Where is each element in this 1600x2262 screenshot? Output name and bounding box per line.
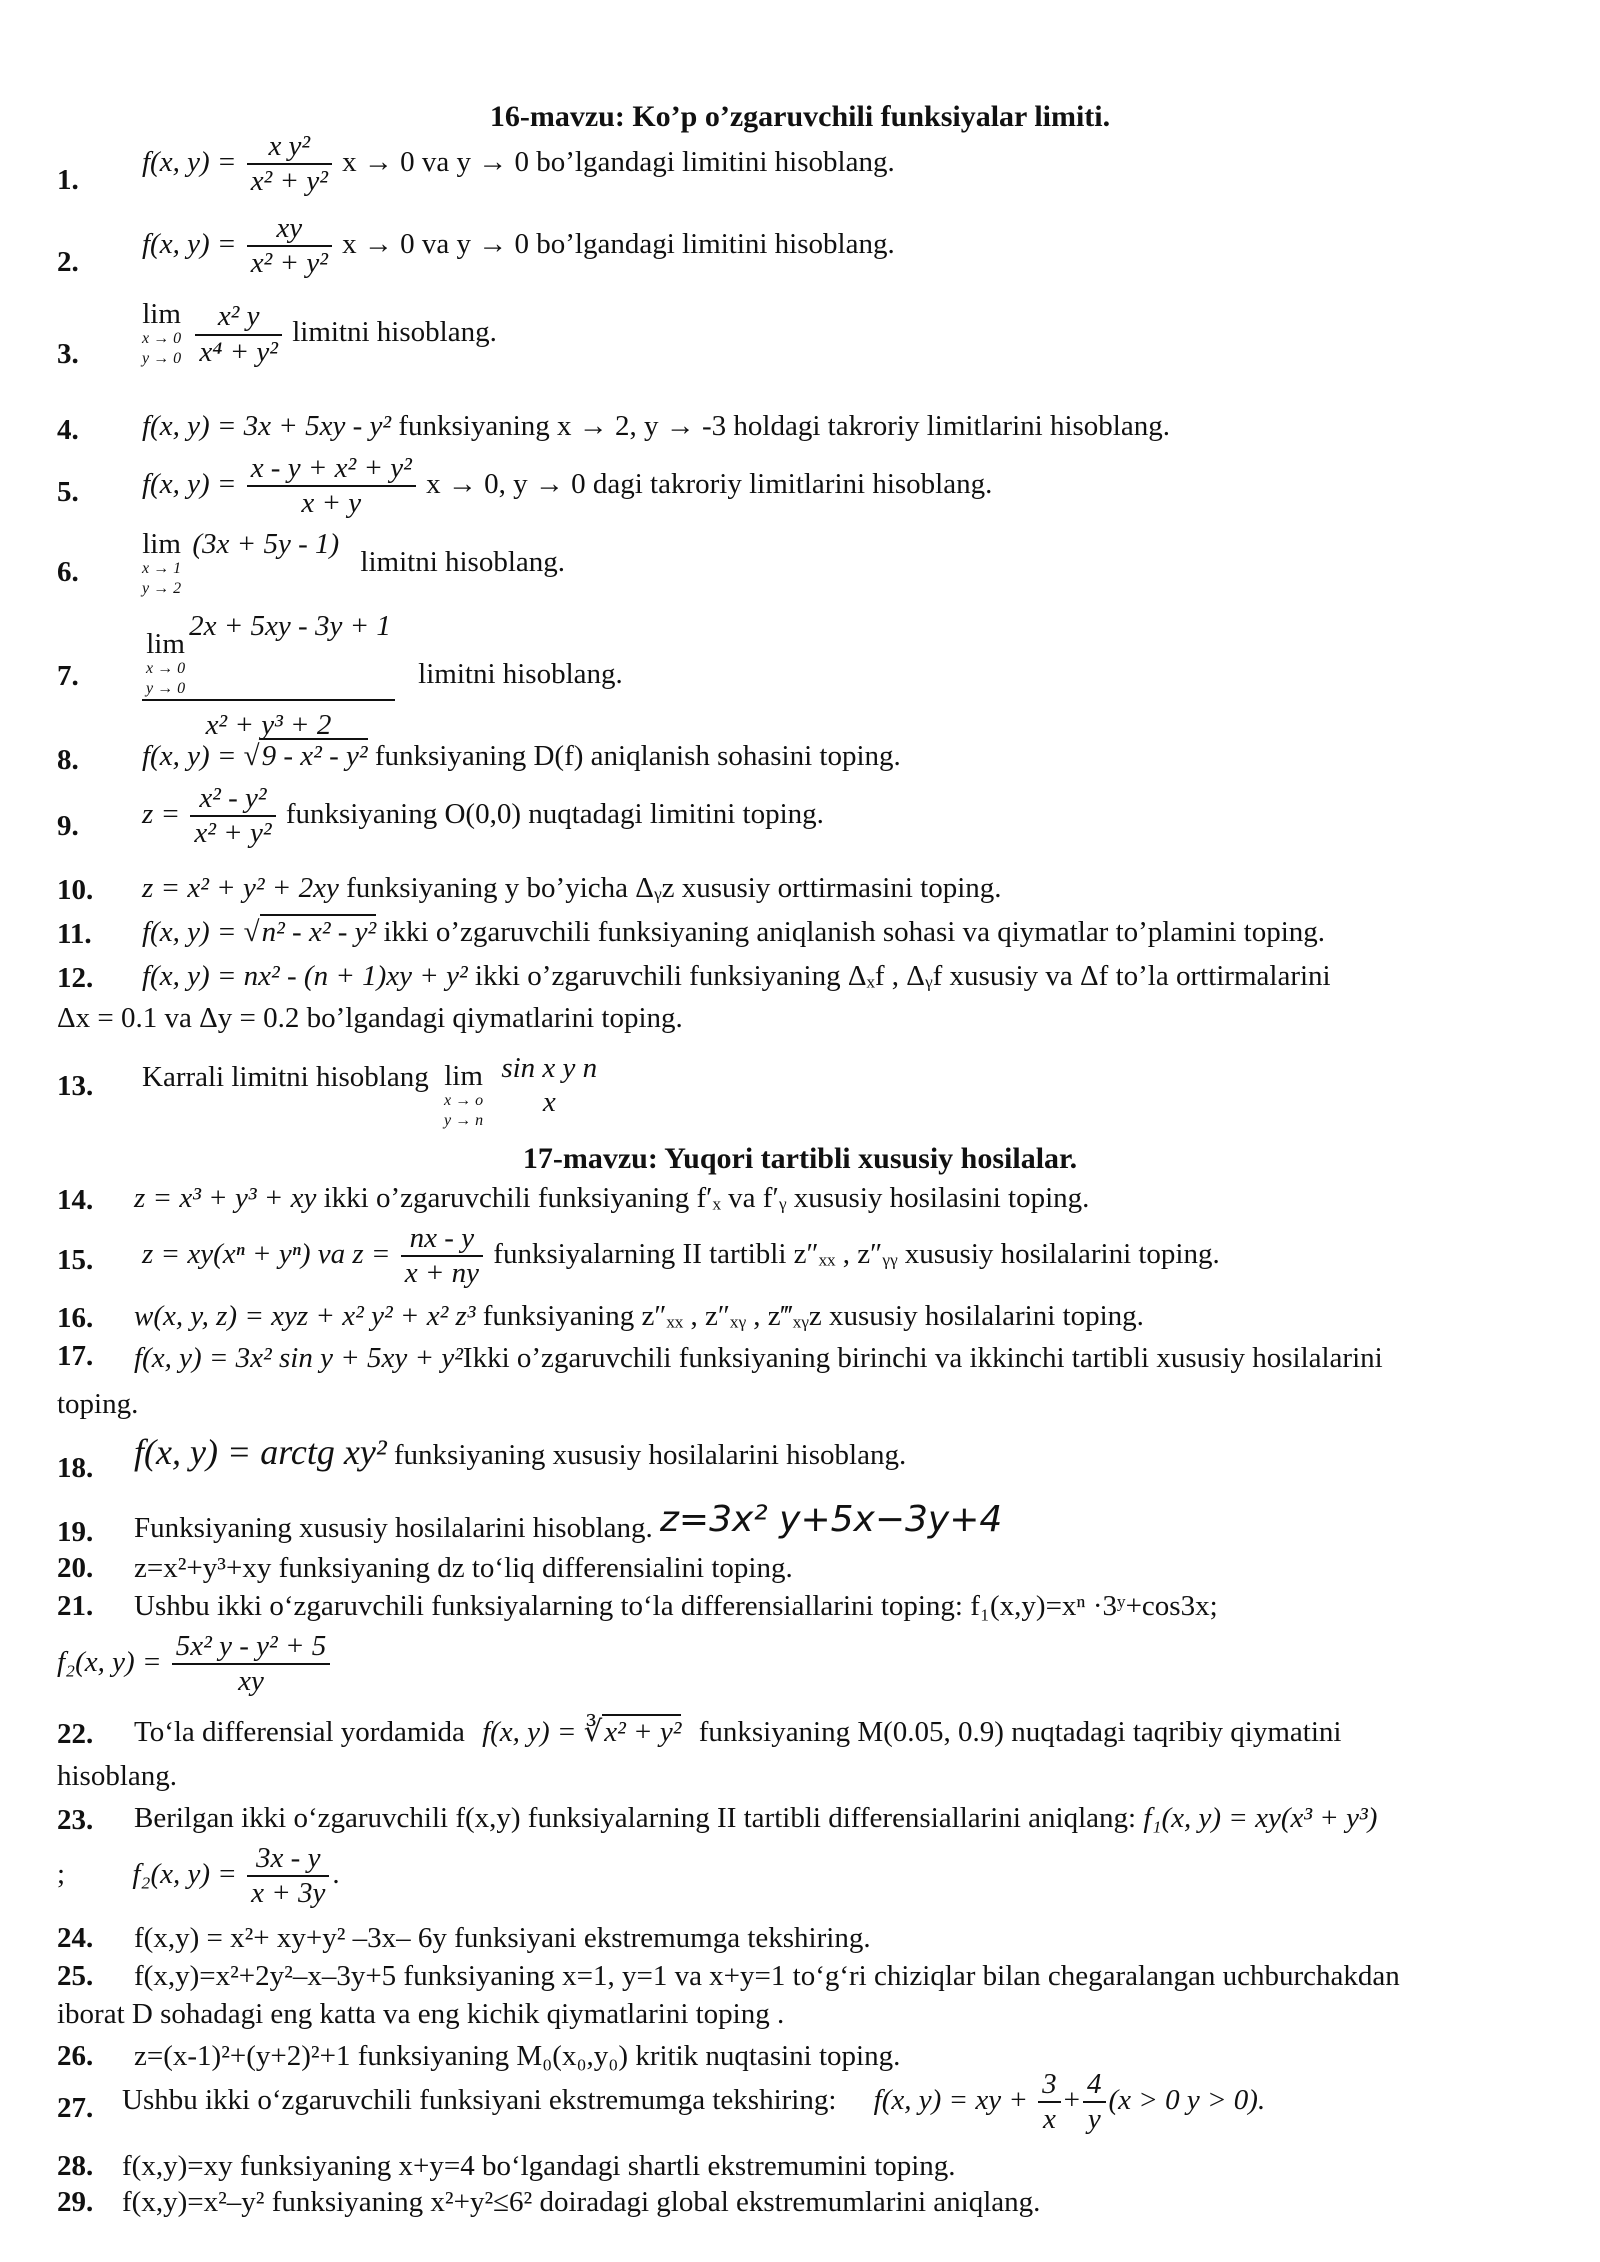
problem-10-expression: z = x² + y² + 2xy xyxy=(142,872,339,904)
problem-5-text: x → 0, y → 0 dagi takroriy limitlarini hisoblang. xyxy=(426,468,993,500)
problem-23-expression: f₁(x, y) = xy(x³ + y³) xyxy=(1143,1802,1378,1834)
topic-17-heading: 17-mavzu: Yuqori tartibli xususiy hosilalar. xyxy=(522,1142,1078,1175)
problem-21-second-line xyxy=(57,1630,333,1699)
problem-24-text: f(x,y) = x²+ xy+y² –3x– 6y funksiyani ekstremumga tekshiring. xyxy=(134,1922,871,1954)
problem-18 xyxy=(134,1434,906,1470)
problem-5-fraction xyxy=(247,452,416,521)
lim-word: lim xyxy=(142,528,181,560)
problem-17-continuation: toping. xyxy=(57,1388,139,1420)
problem-7-fraction xyxy=(142,610,395,742)
problem-23-denominator: x + 3y xyxy=(247,1875,329,1910)
problem-14-expression: z = x³ + y³ + xy xyxy=(134,1182,317,1214)
problem-3-limit xyxy=(142,300,181,369)
problem-9-function: z = xyxy=(142,798,181,830)
problem-12-continuation: Δx = 0.1 va Δy = 0.2 bo’lgandagi qiymatlarini toping. xyxy=(57,1002,683,1034)
problem-29-text: f(x,y)=x²–y² funksiyaning x²+y²≤6² doiradagi global ekstremumlarini aniqlang. xyxy=(122,2186,1041,2218)
problem-15-number: 15. xyxy=(57,1244,94,1276)
problem-26-text: z=(x-1)²+(y+2)²+1 funksiyaning M₀(x₀,y₀) kritik nuqtasini toping. xyxy=(134,2040,901,2072)
problem-2-numerator: xy xyxy=(276,212,303,244)
problem-3-number: 3. xyxy=(57,338,79,370)
problem-4-text: funksiyaning x → 2, y → -3 holdagi takroriy limitlarini hisoblang. xyxy=(398,410,1170,442)
problem-17 xyxy=(134,1344,1383,1373)
problem-5 xyxy=(142,452,992,521)
problem-23 xyxy=(134,1804,1377,1833)
problem-22-text-a: To‘la differensial yordamida xyxy=(134,1716,465,1748)
problem-13-fraction xyxy=(497,1052,601,1119)
problem-4-expression: f(x, y) = 3x + 5xy - y² xyxy=(142,410,392,442)
problem-28-number: 28. xyxy=(57,2150,94,2182)
problem-23-text: Berilgan ikki o‘zgaruvchili f(x,y) funksiyalarning II tartibli differensiallarini aniqlang: xyxy=(134,1802,1137,1834)
lim-subscript-x: x → 0 xyxy=(142,330,182,347)
problem-15-numerator: nx - y xyxy=(409,1222,475,1254)
problem-17-text: Ikki o’zgaruvchili funksiyaning birinchi va ikkinchi tartibli xususiy hosilalarini xyxy=(462,1342,1383,1374)
problem-6-number: 6. xyxy=(57,556,79,588)
problem-16 xyxy=(134,1302,1144,1331)
problem-23-fraction xyxy=(247,1842,329,1911)
problem-1-function: f(x, y) = xyxy=(142,146,237,178)
problem-12-expression: f(x, y) = nx² - (n + 1)xy + y² xyxy=(142,960,468,992)
problem-1 xyxy=(142,130,895,199)
problem-10-number: 10. xyxy=(57,874,94,906)
lim-subscript-x: x → o xyxy=(443,1092,484,1109)
problem-8-expression: f(x, y) = √ xyxy=(142,740,260,772)
problem-16-number: 16. xyxy=(57,1302,94,1334)
problem-27-number: 27. xyxy=(57,2092,94,2124)
problem-8-number: 8. xyxy=(57,744,79,776)
problem-1-denominator: x² + y² xyxy=(247,163,332,198)
problem-6-expression: (3x + 5y - 1) xyxy=(192,528,340,561)
lim-subscript-y: y → 0 xyxy=(142,350,182,367)
problem-3 xyxy=(142,300,497,369)
problem-23-numerator: 3x - y xyxy=(256,1842,321,1874)
problem-7-number: 7. xyxy=(57,660,79,692)
topic-16-heading: 16-mavzu: Ko’p o’zgaruvchili funksiyalar limiti. xyxy=(489,100,1111,133)
problem-1-text: x → 0 va y → 0 bo’lgandagi limitini hisoblang. xyxy=(342,146,895,178)
lim-word: lim xyxy=(142,298,181,330)
problem-11-radicand: n² - x² - y² xyxy=(261,916,377,948)
problem-29-number: 29. xyxy=(57,2186,94,2218)
problem-25-continuation: iborat D sohadagi eng katta va eng kichik qiymatlarini toping . xyxy=(57,1998,785,2030)
problem-15 xyxy=(142,1222,1220,1291)
problem-9-denominator: x² + y² xyxy=(190,815,275,850)
problem-23-number: 23. xyxy=(57,1804,94,1836)
problem-27-fraction-2 xyxy=(1083,2068,1106,2137)
problem-21-fraction xyxy=(172,1630,330,1699)
problem-19-number: 19. xyxy=(57,1516,94,1548)
problem-5-denominator: x + y xyxy=(247,485,416,520)
problem-21-denominator: xy xyxy=(172,1663,330,1698)
problem-5-numerator: x - y + x² + y² xyxy=(250,452,412,484)
lim-subscript-y: y → n xyxy=(443,1112,484,1129)
problem-22 xyxy=(134,1718,1341,1747)
problem-7-limit xyxy=(146,627,186,699)
problem-6-text: limitni hisoblang. xyxy=(360,546,566,579)
problem-8 xyxy=(142,742,901,771)
problem-2-fraction xyxy=(247,212,332,281)
problem-9-number: 9. xyxy=(57,810,79,842)
problem-8-text: funksiyaning D(f) aniqlanish sohasini toping. xyxy=(374,740,901,772)
problem-23-function: f₂(x, y) = xyxy=(132,1858,237,1890)
problem-15-fraction xyxy=(401,1222,483,1291)
problem-7-text: limitni hisoblang. xyxy=(418,657,623,690)
problem-22-text-b: funksiyaning M(0.05, 0.9) nuqtadagi taqribiy qiymatini xyxy=(698,1716,1342,1748)
lim-word: lim xyxy=(444,1060,483,1092)
problem-10-text: funksiyaning y bo’yicha Δᵧz xususiy orttirmasini toping. xyxy=(346,872,1002,904)
problem-12 xyxy=(142,962,1331,991)
problem-18-number: 18. xyxy=(57,1452,94,1484)
problem-20-number: 20. xyxy=(57,1552,94,1584)
problem-1-fraction xyxy=(247,130,332,199)
problem-15-expression: z = xy(xⁿ + yⁿ) va z = xyxy=(142,1238,391,1270)
problem-13-numerator: sin x y n xyxy=(501,1052,598,1085)
fraction-denominator: x xyxy=(1038,2101,1061,2136)
problem-21-numerator: 5x² y - y² + 5 xyxy=(175,1630,327,1662)
problem-22-expression: f(x, y) = ∛ xyxy=(482,1716,603,1748)
lim-word: lim xyxy=(146,627,185,660)
problem-28-text: f(x,y)=xy funksiyaning x+y=4 bo‘lgandagi shartli ekstremumini toping. xyxy=(122,2150,956,2182)
lim-subscript-y: y → 0 xyxy=(146,679,186,697)
problem-18-text: funksiyaning xususiy hosilalarini hisoblang. xyxy=(393,1439,907,1471)
problem-9-fraction xyxy=(190,782,275,851)
lim-subscript-x: x → 0 xyxy=(146,659,186,677)
fraction-numerator: 3 xyxy=(1042,2068,1057,2100)
problem-11-number: 11. xyxy=(57,918,92,950)
problem-2 xyxy=(142,212,895,281)
problem-23-separator: ; xyxy=(57,1858,66,1890)
problem-27-fraction-1 xyxy=(1038,2068,1061,2137)
problem-3-denominator: x⁴ + y² xyxy=(195,334,282,369)
problem-13-limit xyxy=(444,1040,483,1131)
problem-25-number: 25. xyxy=(57,1960,94,1992)
problem-7-numerator xyxy=(142,610,395,699)
problem-7 xyxy=(142,610,623,742)
problem-7-denominator: x² + y³ + 2 xyxy=(142,699,395,742)
problem-11 xyxy=(142,918,1325,947)
problem-19-expression: z=3x² y+5x−3y+4 xyxy=(660,1499,1003,1540)
problem-7-numerator-expression: 2x + 5xy - 3y + 1 xyxy=(189,610,391,642)
problem-9-numerator: x² - y² xyxy=(199,782,267,814)
problem-6 xyxy=(142,530,565,599)
problem-14-text: ikki o’zgaruvchili funksiyaning f′ₓ va f′ᵧ xususiy hosilasini toping. xyxy=(323,1182,1090,1214)
problem-2-function: f(x, y) = xyxy=(142,228,237,260)
problem-3-numerator: x² y xyxy=(217,300,260,333)
problem-5-function: f(x, y) = xyxy=(142,468,237,500)
problem-21-function: f₂(x, y) = xyxy=(57,1646,162,1678)
problem-21-number: 21. xyxy=(57,1590,94,1622)
problem-10 xyxy=(142,874,1002,903)
problem-12-number: 12. xyxy=(57,962,94,994)
problem-16-expression: w(x, y, z) = xyz + x² y² + x² z³ xyxy=(134,1300,476,1332)
problem-21-text: Ushbu ikki o‘zgaruvchili funksiyalarning to‘la differensiallarini toping: f₁(x,y)=xⁿ ·3ʸ+cos3x; xyxy=(134,1590,1218,1622)
problem-14-number: 14. xyxy=(57,1184,94,1216)
problem-1-numerator: x y² xyxy=(268,130,311,162)
fraction-numerator: 4 xyxy=(1087,2068,1102,2100)
problem-18-expression: f(x, y) = arctg xy² xyxy=(134,1432,387,1472)
problem-11-expression: f(x, y) = √ xyxy=(142,916,260,948)
problem-8-radicand: 9 - x² - y² xyxy=(261,740,368,772)
problem-13-text: Karrali limitni hisoblang xyxy=(142,1061,429,1094)
problem-15-text: funksiyalarning II tartibli z″ₓₓ , z″ᵧᵧ xususiy hosilalarini toping. xyxy=(493,1238,1220,1270)
problem-4 xyxy=(142,412,1170,441)
problem-22-radicand: x² + y² xyxy=(604,1716,682,1748)
problem-6-limit xyxy=(142,530,181,599)
problem-19-text: Funksiyaning xususiy hosilalarini hisoblang. xyxy=(134,1512,653,1544)
problem-27-expression: f(x, y) = xy + xyxy=(873,2084,1028,2116)
problem-17-number: 17. xyxy=(57,1340,94,1372)
problem-4-number: 4. xyxy=(57,414,79,446)
problem-15-denominator: x + ny xyxy=(401,1255,483,1290)
problem-5-number: 5. xyxy=(57,476,79,508)
problem-11-text: ikki o’zgaruvchili funksiyaning aniqlanish sohasi va qiymatlar to’plamini toping. xyxy=(383,916,1326,948)
problem-1-number: 1. xyxy=(57,164,79,196)
problem-13-denominator: x xyxy=(542,1085,556,1118)
lim-subscript-x: x → 1 xyxy=(142,560,182,577)
problem-13 xyxy=(142,1040,604,1131)
problem-27-text: Ushbu ikki o‘zgaruvchili funksiyani ekstremumga tekshiring: xyxy=(122,2084,837,2116)
problem-23-tail: . xyxy=(332,1858,340,1890)
lim-subscript-y: y → 2 xyxy=(142,580,182,597)
problem-9-text: funksiyaning O(0,0) nuqtadagi limitini toping. xyxy=(285,798,824,830)
fraction-denominator: y xyxy=(1083,2101,1106,2136)
problem-23-second-line xyxy=(57,1842,340,1911)
problem-27-condition: (x > 0 y > 0). xyxy=(1108,2084,1266,2116)
problem-26-number: 26. xyxy=(57,2040,94,2072)
problem-22-number: 22. xyxy=(57,1718,94,1750)
problem-13-number: 13. xyxy=(57,1070,94,1102)
problem-2-denominator: x² + y² xyxy=(247,245,332,280)
problem-14 xyxy=(134,1184,1089,1213)
problem-19 xyxy=(134,1499,1003,1544)
problem-22-continuation: hisoblang. xyxy=(57,1760,178,1792)
problem-17-expression: f(x, y) = 3x² sin y + 5xy + y² xyxy=(134,1342,463,1374)
problem-2-number: 2. xyxy=(57,246,79,278)
problem-3-text: limitni hisoblang. xyxy=(292,316,497,349)
problem-3-fraction xyxy=(195,300,282,369)
problem-27: Ushbu ikki o‘zgaruvchili funksiyani ekstremumga tekshiring: f(x, y) = xy + $\frac{3}{x}$ + $\frac{4}{y}$ (x > 0 y > 0). xyxy=(122,2068,1266,2136)
problem-16-text: funksiyaning z″ₓₓ , z″ₓᵧ , z‴ₓᵧz xususiy hosilalarini toping. xyxy=(482,1300,1144,1332)
problem-12-text: ikki o’zgaruvchili funksiyaning Δₓf , Δᵧf xususiy va Δf to’la orttirmalarini xyxy=(467,960,1331,992)
problem-2-text: x → 0 va y → 0 bo’lgandagi limitini hisoblang. xyxy=(342,228,895,260)
problem-20-text: z=x²+y³+xy funksiyaning dz to‘liq differensialini toping. xyxy=(134,1552,793,1584)
problem-9 xyxy=(142,782,824,851)
problem-24-number: 24. xyxy=(57,1922,94,1954)
problem-25-text: f(x,y)=x²+2y²–x–3y+5 funksiyaning x=1, y=1 va x+y=1 to‘g‘ri chiziqlar bilan chegaralangan uchburchakdan xyxy=(134,1960,1400,1992)
